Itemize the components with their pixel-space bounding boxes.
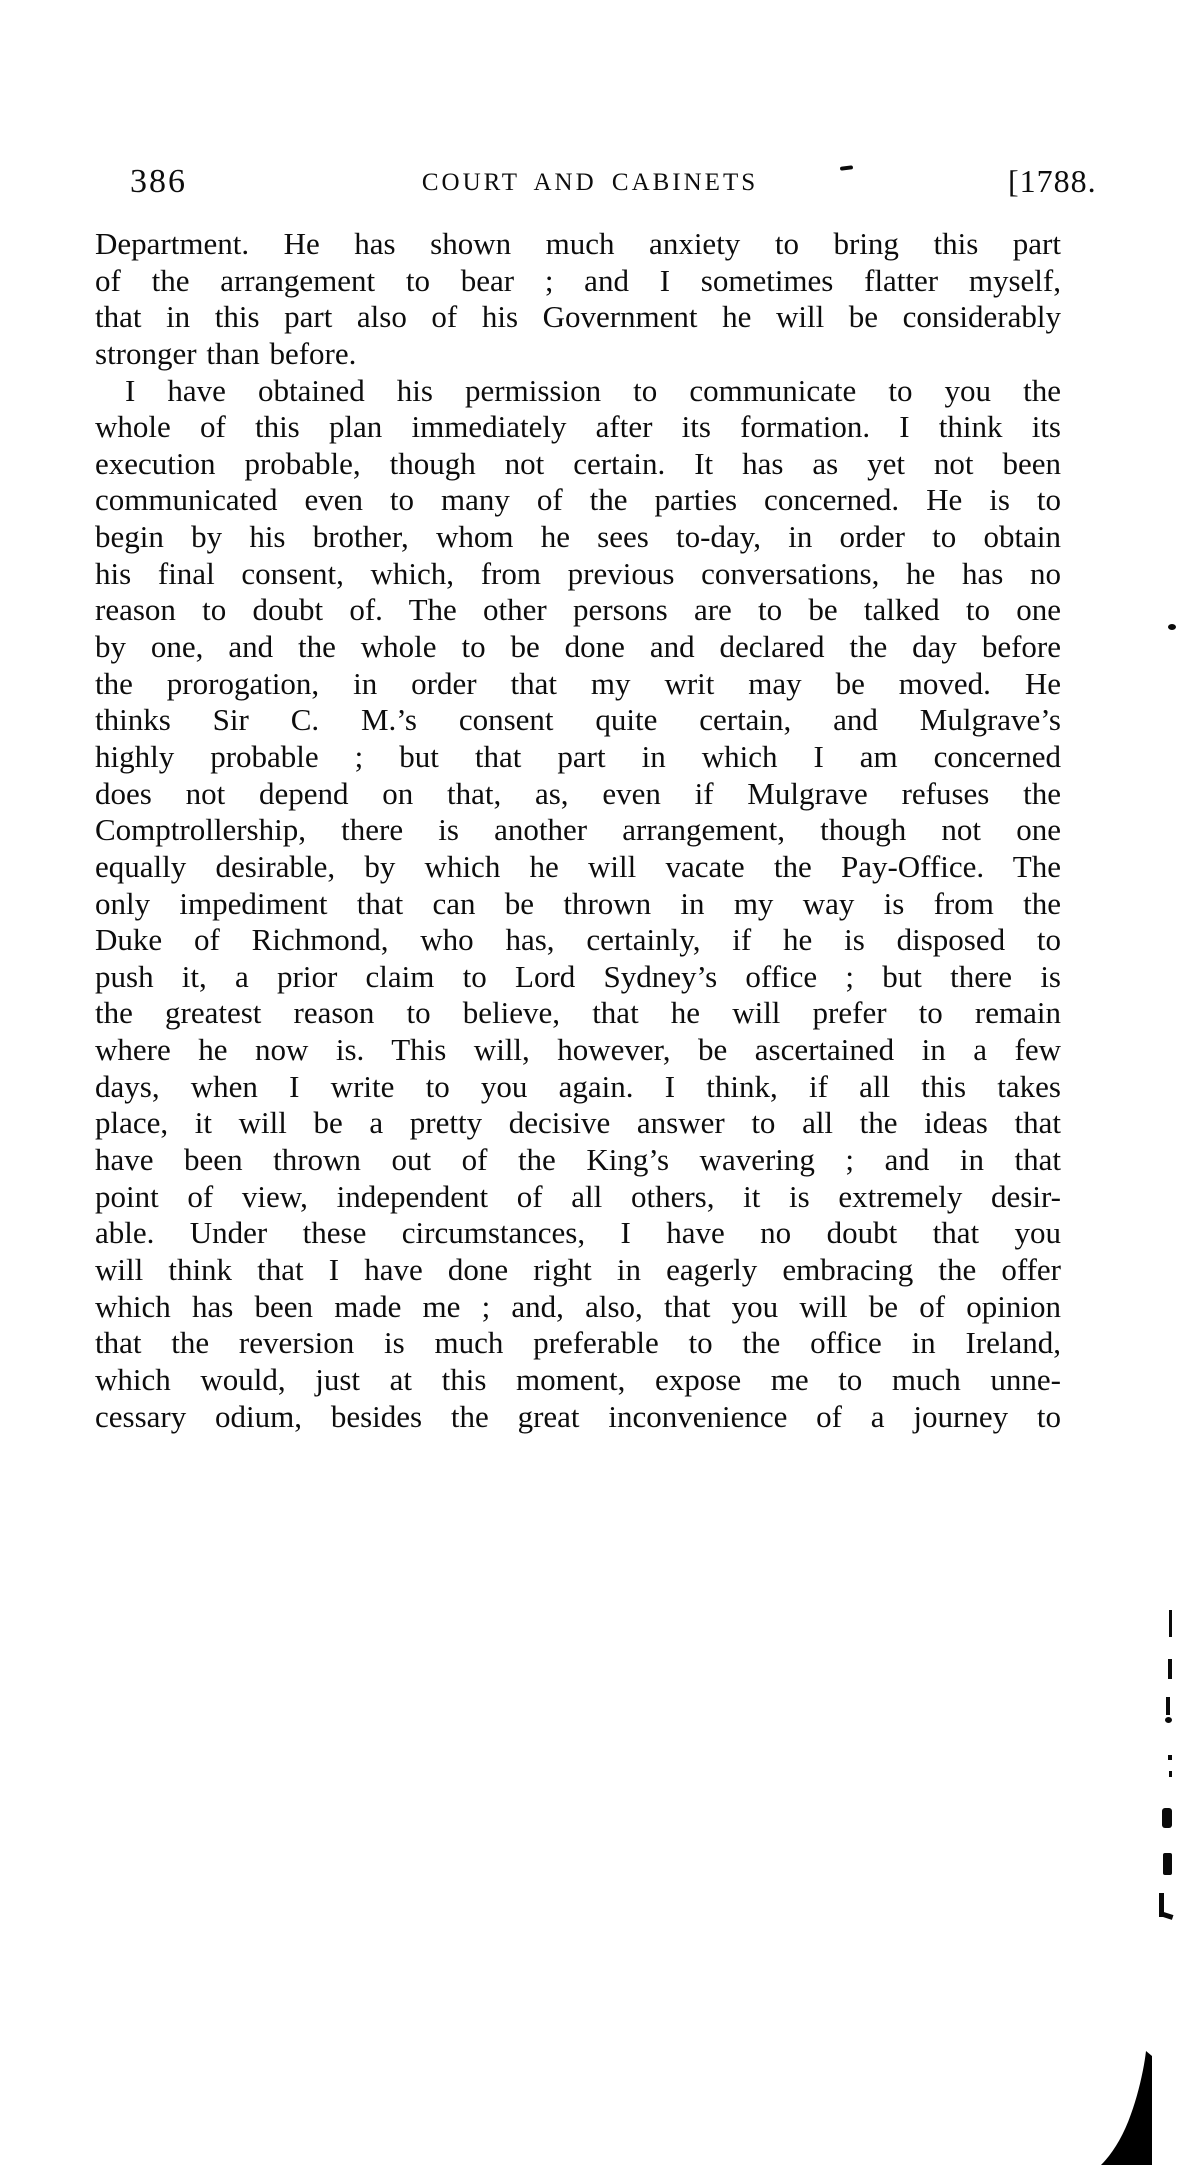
text-line: which has been made me ; and, also, that you will be of opinion — [95, 1288, 1061, 1324]
text-line: Duke of Richmond, who has, certainly, if he is disposed to — [95, 922, 1061, 958]
text-line: his final consent, which, from previous conversations, he has no — [95, 555, 1061, 591]
text-line: stronger than before. — [95, 335, 357, 371]
text-line: days, when I write to you again. I think, if all this takes — [95, 1068, 1061, 1104]
text-line: that in this part also of his Government he will be considerably — [95, 299, 1061, 335]
text-line: push it, a prior claim to Lord Sydney’s office ; but there is — [95, 958, 1061, 994]
text-line: will think that I have done right in eagerly embracing the offer — [95, 1251, 1061, 1287]
text-line: highly probable ; but that part in which I am concerned — [95, 738, 1061, 774]
scan-corner-shadow — [1097, 2051, 1155, 2165]
text-line: point of view, independent of all others, it is extremely desir- — [95, 1178, 1061, 1214]
page-body — [95, 226, 1061, 1435]
text-line: whole of this plan immediately after its formation. I think its — [95, 409, 1061, 445]
running-head-date: [1788. — [1008, 163, 1097, 199]
text-line: have been thrown out of the King’s wavering ; and in that — [95, 1142, 1061, 1178]
running-head-title: COURT AND CABINETS — [421, 169, 759, 196]
text-line: execution probable, though not certain. It has as yet not been — [95, 445, 1061, 481]
scan-artifact — [1169, 1771, 1172, 1777]
text-line: of the arrangement to bear ; and I sometimes flatter myself, — [95, 262, 1061, 298]
text-line: reason to doubt of. The other persons are to be talked to one — [95, 592, 1061, 628]
scan-artifact — [1168, 1755, 1172, 1760]
text-line: the greatest reason to believe, that he will prefer to remain — [95, 995, 1061, 1031]
text-line: able. Under these circumstances, I have no doubt that you — [95, 1215, 1061, 1251]
scan-artifact — [1166, 1697, 1170, 1715]
text-line: which would, just at this moment, expose me to much unne- — [95, 1361, 1061, 1397]
scan-artifact — [1163, 1853, 1172, 1875]
scan-artifact — [1169, 1610, 1172, 1637]
scan-artifact — [1162, 1808, 1172, 1828]
text-line: by one, and the whole to be done and declared the day before — [95, 629, 1061, 665]
scan-artifact — [1165, 1717, 1172, 1723]
scan-artifact — [1168, 1659, 1172, 1679]
text-line: that the reversion is much preferable to the office in Ireland, — [95, 1325, 1061, 1361]
text-line: only impediment that can be thrown in my way is from the — [95, 885, 1061, 921]
text-line: communicated even to many of the parties concerned. He is to — [95, 482, 1061, 518]
text-line: Comptrollership, there is another arrangement, though not one — [95, 812, 1061, 848]
text-line: does not depend on that, as, even if Mulgrave refuses the — [95, 775, 1061, 811]
text-line: begin by his brother, whom he sees to-day, in order to obtain — [95, 519, 1061, 555]
text-line: the prorogation, in order that my writ may be moved. He — [95, 665, 1061, 701]
text-line: cessary odium, besides the great inconvenience of a journey to — [95, 1398, 1061, 1434]
text-line: Department. He has shown much anxiety to bring this part — [95, 226, 1061, 261]
text-line: I have obtained his permission to communicate to you the — [125, 372, 1061, 408]
text-line: place, it will be a pretty decisive answer to all the ideas that — [95, 1105, 1061, 1141]
text-line: where he now is. This will, however, be ascertained in a few — [95, 1032, 1061, 1068]
scan-artifact — [1168, 624, 1176, 630]
page-number: 386 — [130, 163, 187, 200]
text-line: thinks Sir C. M.’s consent quite certain, and Mulgrave’s — [95, 702, 1061, 738]
text-line: equally desirable, by which he will vacate the Pay-Office. The — [95, 848, 1061, 884]
scan-artifact — [1160, 1911, 1174, 1920]
